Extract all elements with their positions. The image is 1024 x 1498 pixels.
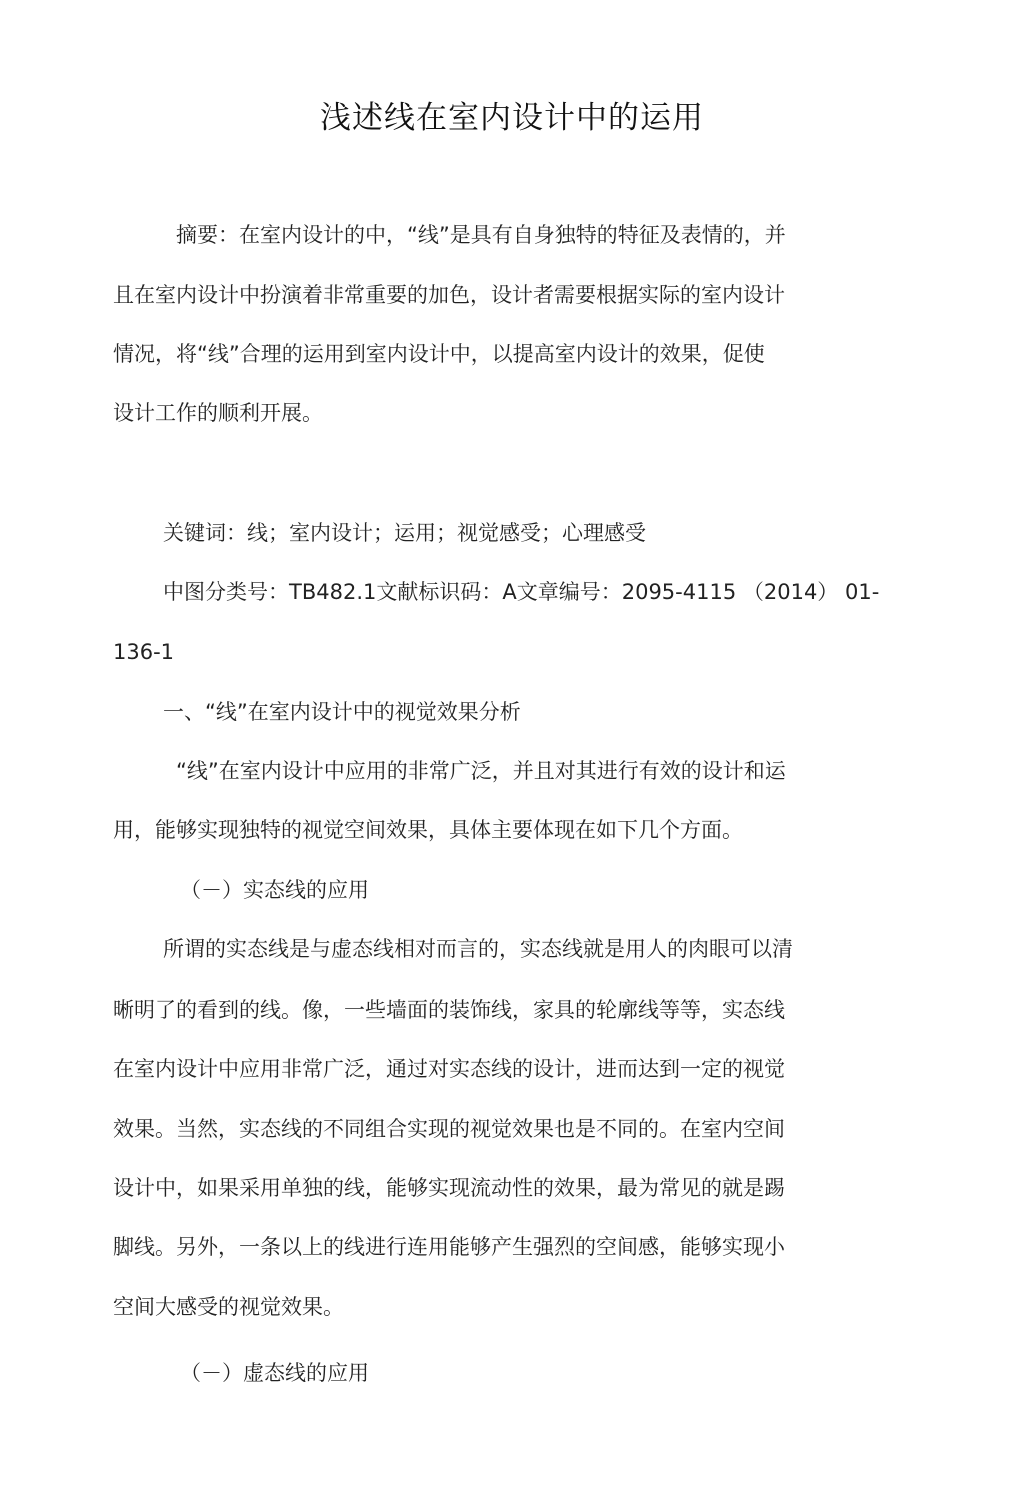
paragraph-line: 空间大感受的视觉效果。 (113, 1295, 344, 1319)
document-title: 浅述线在室内设计中的运用 (320, 100, 704, 136)
subsection-heading: （－）实态线的应用 (180, 878, 369, 902)
abstract-line: 且在室内设计中扮演着非常重要的加色，设计者需要根据实际的室内设计 (113, 283, 785, 307)
abstract-line: 情况，将“线”合理的运用到室内设计中，以提高室内设计的效果，促使 (113, 342, 765, 366)
paragraph-line: 设计中，如果采用单独的线，能够实现流动性的效果，最为常见的就是踢 (113, 1176, 785, 1200)
paragraph-line: “线”在室内设计中应用的非常广泛，并且对其进行有效的设计和运 (176, 759, 786, 783)
paragraph-line: 用，能够实现独特的视觉空间效果，具体主要体现在如下几个方面。 (113, 818, 743, 842)
paragraph-line: 晰明了的看到的线。像，一些墙面的装饰线，家具的轮廓线等等，实态线 (113, 998, 785, 1022)
paragraph-line: 所谓的实态线是与虚态线相对而言的，实态线就是用人的肉眼可以清 (163, 937, 793, 961)
keywords-line: 关键词：线；室内设计；运用；视觉感受；心理感受 (163, 521, 646, 545)
paragraph-line: 脚线。另外，一条以上的线进行连用能够产生强烈的空间感，能够实现小 (113, 1235, 785, 1259)
paragraph-line: 效果。当然，实态线的不同组合实现的视觉效果也是不同的。在室内空间 (113, 1117, 785, 1141)
subsection-heading: （－）虚态线的应用 (180, 1361, 369, 1385)
section-heading: 一、“线”在室内设计中的视觉效果分析 (163, 700, 521, 724)
classification-line: 中图分类号：TB482.1文献标识码：A文章编号：2095-4115 （2014） 01- (163, 580, 880, 604)
classification-line: 136-1 (113, 640, 175, 664)
abstract-line: 摘要：在室内设计的中，“线”是具有自身独特的特征及表情的，并 (176, 223, 786, 247)
abstract-line: 设计工作的顺利开展。 (113, 401, 323, 425)
paragraph-line: 在室内设计中应用非常广泛，通过对实态线的设计，进而达到一定的视觉 (113, 1057, 785, 1081)
